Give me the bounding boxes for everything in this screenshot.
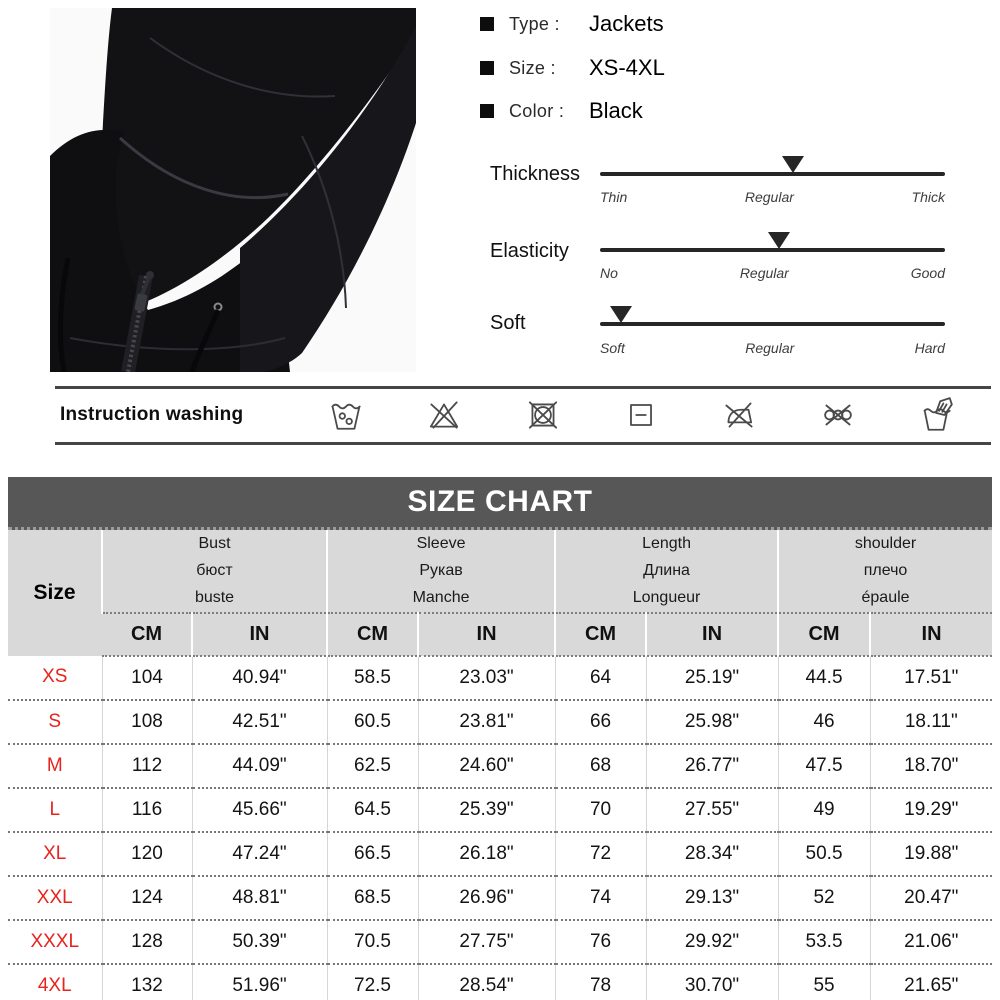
do-not-iron-icon — [720, 396, 758, 434]
group-line: buste — [194, 589, 235, 607]
size-label-cell: XXL — [8, 876, 102, 920]
attribute-label: Type : — [509, 13, 560, 34]
measurement-cell: 21.06" — [870, 920, 992, 964]
unit-header-cm: CM — [778, 613, 870, 656]
measurement-cell: 72.5 — [327, 964, 418, 1000]
measurement-cell: 20.47" — [870, 876, 992, 920]
square-bullet-icon — [480, 104, 494, 118]
group-line: Manche — [412, 589, 470, 607]
attribute-value: XS-4XL — [589, 55, 665, 80]
thickness-slider-track — [600, 172, 945, 176]
measurement-cell: 45.66" — [192, 788, 327, 832]
measurement-cell: 40.94" — [192, 656, 327, 700]
measurement-cell: 42.51" — [192, 700, 327, 744]
table-row — [8, 744, 992, 788]
group-line: Рукав — [419, 562, 463, 580]
measurement-cell: 132 — [102, 964, 192, 1000]
size-label-cell: XXXL — [8, 920, 102, 964]
measurement-cell: 18.70" — [870, 744, 992, 788]
machine-wash-icon — [327, 396, 365, 434]
attribute-row-color — [480, 95, 643, 127]
measurement-cell: 68 — [555, 744, 646, 788]
do-not-wring-icon — [819, 396, 857, 434]
scale-label: Thin — [600, 189, 628, 205]
measurement-cell: 51.96" — [192, 964, 327, 1000]
table-row — [8, 656, 992, 700]
measurement-cell: 26.77" — [646, 744, 778, 788]
thickness-scale-labels — [600, 189, 945, 205]
square-bullet-icon — [480, 17, 494, 31]
measurement-cell: 17.51" — [870, 656, 992, 700]
measurement-cell: 68.5 — [327, 876, 418, 920]
measurement-cell: 128 — [102, 920, 192, 964]
measurement-cell: 29.13" — [646, 876, 778, 920]
measurement-cell: 66 — [555, 700, 646, 744]
measurement-cell: 28.34" — [646, 832, 778, 876]
slider-name-elasticity: Elasticity — [490, 240, 569, 262]
measurement-cell: 49 — [778, 788, 870, 832]
measurement-cell: 23.81" — [418, 700, 555, 744]
attribute-value: Jackets — [589, 11, 664, 36]
measurement-cell: 70.5 — [327, 920, 418, 964]
slider-marker-icon — [610, 306, 632, 323]
hoodie-photo-illustration — [50, 8, 416, 372]
measurement-cell: 21.65" — [870, 964, 992, 1000]
unit-header-in: IN — [870, 613, 992, 656]
unit-header-cm: CM — [555, 613, 646, 656]
washing-label: Instruction washing — [60, 404, 244, 425]
table-row — [8, 964, 992, 1000]
measurement-cell: 58.5 — [327, 656, 418, 700]
unit-header-in: IN — [192, 613, 327, 656]
attribute-label: Size : — [509, 57, 556, 78]
measurement-cell: 76 — [555, 920, 646, 964]
size-label-cell: S — [8, 700, 102, 744]
measurement-cell: 53.5 — [778, 920, 870, 964]
soft-scale-labels — [600, 340, 945, 356]
attribute-label: Color : — [509, 100, 565, 121]
measurement-cell: 25.19" — [646, 656, 778, 700]
measurement-cell: 66.5 — [327, 832, 418, 876]
measurement-cell: 62.5 — [327, 744, 418, 788]
size-label-cell: L — [8, 788, 102, 832]
column-group-length — [555, 530, 778, 613]
size-label-cell: XL — [8, 832, 102, 876]
measurement-cell: 50.5 — [778, 832, 870, 876]
column-group-bust — [102, 530, 327, 613]
measurement-cell: 78 — [555, 964, 646, 1000]
measurement-cell: 124 — [102, 876, 192, 920]
washing-icons — [327, 396, 955, 434]
measurement-cell: 52 — [778, 876, 870, 920]
scale-label: Thick — [911, 189, 945, 205]
measurement-cell: 25.39" — [418, 788, 555, 832]
measurement-cell: 46 — [778, 700, 870, 744]
group-line: плечо — [863, 562, 908, 580]
measurement-cell: 55 — [778, 964, 870, 1000]
measurement-cell: 112 — [102, 744, 192, 788]
scale-label: Regular — [744, 189, 794, 205]
measurement-cell: 19.29" — [870, 788, 992, 832]
measurement-cell: 27.75" — [418, 920, 555, 964]
do-not-bleach-icon — [425, 396, 463, 434]
unit-header-in: IN — [646, 613, 778, 656]
measurement-cell: 19.88" — [870, 832, 992, 876]
group-line: Sleeve — [416, 535, 466, 552]
table-row — [8, 920, 992, 964]
group-line: shoulder — [854, 535, 917, 552]
size-label-cell: M — [8, 744, 102, 788]
measurement-cell: 47.5 — [778, 744, 870, 788]
square-bullet-icon — [480, 61, 494, 75]
measurement-cell: 120 — [102, 832, 192, 876]
slider-marker-icon — [768, 232, 790, 249]
measurement-cell: 25.98" — [646, 700, 778, 744]
attribute-value: Black — [589, 98, 643, 123]
measurement-cell: 23.03" — [418, 656, 555, 700]
group-line: épaule — [861, 589, 910, 607]
product-photo — [50, 8, 416, 372]
unit-header-in: IN — [418, 613, 555, 656]
measurement-cell: 47.24" — [192, 832, 327, 876]
measurement-cell: 29.92" — [646, 920, 778, 964]
slider-name-soft: Soft — [490, 312, 526, 334]
attribute-row-size — [480, 52, 665, 84]
measurement-cell: 28.54" — [418, 964, 555, 1000]
scale-label: Soft — [600, 340, 625, 356]
measurement-cell: 104 — [102, 656, 192, 700]
table-row — [8, 700, 992, 744]
do-not-tumble-dry-icon — [524, 396, 562, 434]
size-chart-table — [8, 530, 992, 1000]
slider-marker-icon — [782, 156, 804, 173]
measurement-cell: 70 — [555, 788, 646, 832]
scale-label: No — [600, 265, 618, 281]
elasticity-scale-labels — [600, 265, 945, 281]
column-group-shoulder — [778, 530, 992, 613]
measurement-cell: 48.81" — [192, 876, 327, 920]
measurement-cell: 108 — [102, 700, 192, 744]
elasticity-slider-track — [600, 248, 945, 252]
measurement-cell: 44.5 — [778, 656, 870, 700]
dry-flat-icon — [622, 396, 660, 434]
scale-label: Regular — [745, 340, 795, 356]
unit-header-row — [8, 613, 992, 656]
measurement-cell: 64.5 — [327, 788, 418, 832]
slider-name-thickness: Thickness — [490, 163, 581, 185]
group-line: Bust — [198, 535, 231, 552]
measurement-cell: 44.09" — [192, 744, 327, 788]
hand-wash-icon — [917, 396, 955, 434]
soft-slider-track — [600, 322, 945, 326]
measurement-cell: 116 — [102, 788, 192, 832]
measurement-cell: 26.96" — [418, 876, 555, 920]
size-label-cell: XS — [8, 656, 102, 700]
size-chart-title: SIZE CHART — [8, 477, 992, 530]
measurement-cell: 64 — [555, 656, 646, 700]
measurement-cell: 27.55" — [646, 788, 778, 832]
measurement-cell: 50.39" — [192, 920, 327, 964]
measurement-cell: 26.18" — [418, 832, 555, 876]
measurement-cell: 72 — [555, 832, 646, 876]
column-group-sleeve — [327, 530, 555, 613]
table-row — [8, 788, 992, 832]
scale-label: Hard — [914, 340, 945, 356]
measurement-cell: 18.11" — [870, 700, 992, 744]
measurement-cell: 60.5 — [327, 700, 418, 744]
measurement-cell: 30.70" — [646, 964, 778, 1000]
size-chart — [8, 477, 992, 1000]
measurement-cell: 24.60" — [418, 744, 555, 788]
size-label-cell: 4XL — [8, 964, 102, 1000]
group-line: Longueur — [632, 589, 701, 607]
corner-header: Size — [8, 530, 102, 656]
attribute-row-type — [480, 8, 664, 40]
scale-label: Good — [910, 265, 945, 281]
unit-header-cm: CM — [102, 613, 192, 656]
measurement-cell: 74 — [555, 876, 646, 920]
washing-instructions-strip — [55, 386, 991, 445]
scale-label: Regular — [739, 265, 789, 281]
group-line: Длина — [643, 562, 690, 580]
table-row — [8, 876, 992, 920]
group-line: Length — [642, 535, 691, 552]
table-row — [8, 832, 992, 876]
size-chart-body — [8, 656, 992, 1000]
unit-header-cm: CM — [327, 613, 418, 656]
group-line: бюст — [196, 562, 233, 580]
